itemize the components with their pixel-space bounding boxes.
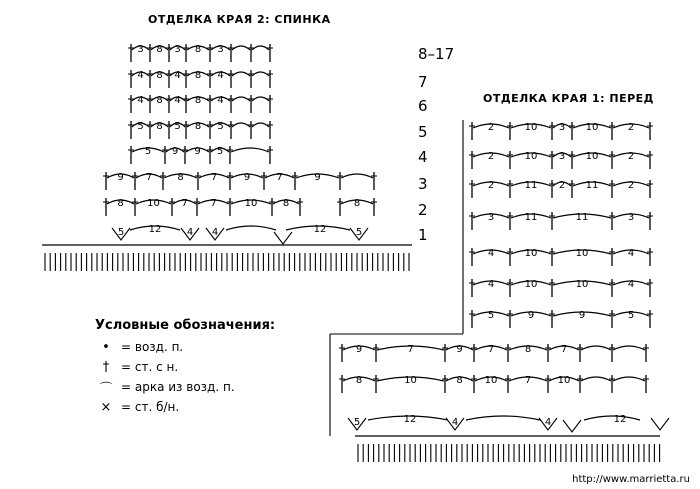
stitch-count-label: 7	[407, 344, 414, 355]
stitch-count-label: 8	[117, 198, 124, 209]
row-number: 2	[418, 201, 428, 219]
fan-mark	[274, 232, 292, 244]
stitch-count-label: 8	[156, 95, 163, 106]
stitch-count-label: 7	[145, 172, 153, 183]
stitch-count-label: 3	[174, 44, 181, 55]
legend-item-double-crochet	[95, 357, 275, 377]
stitch-count-label: 3	[217, 44, 224, 55]
stitch-count-label: 8	[156, 121, 163, 132]
stitch-count-label: 9	[117, 172, 124, 183]
stitch-count-label: 4	[487, 248, 495, 259]
stitch-count-label: 7	[210, 172, 218, 183]
stitch-count-label: 4	[174, 70, 181, 81]
stitch-count-label: 2	[627, 180, 635, 191]
stitch-count-label: 10	[524, 248, 538, 259]
stitch-count-label: 10	[585, 122, 599, 133]
chain-arch-icon: ⌒	[99, 381, 113, 397]
stitch-count-label: 10	[484, 375, 498, 386]
stitch-count-label: 11	[524, 180, 538, 191]
stitch-count-label: 2	[487, 151, 495, 162]
chain-stitch-icon: •	[102, 339, 110, 355]
chain-arch-mark	[613, 346, 645, 350]
stitch-count-label: 10	[524, 122, 538, 133]
stitch-count-label: 4	[217, 70, 224, 81]
stitch-count-label: 10	[244, 198, 258, 209]
stitch-count-label: 7	[524, 375, 532, 386]
stitch-count-label: 9	[171, 146, 179, 157]
stitch-count-label: 4	[174, 95, 181, 106]
stitch-count-label: 7	[276, 172, 283, 183]
stitch-count-label: 10	[585, 151, 599, 162]
chain-arch-mark	[613, 377, 645, 381]
stitch-count-label: 5	[216, 146, 224, 157]
legend-label: = ст. б/н.	[121, 400, 180, 414]
stitch-count-label: 5	[355, 227, 363, 238]
legend-title: Условные обозначения:	[95, 318, 276, 333]
row-number: 5	[418, 123, 428, 141]
chain-arch-mark	[232, 46, 250, 50]
stitch-count-label: 8	[355, 375, 363, 386]
stitch-count-label: 8	[524, 344, 532, 355]
stitch-count-label: 4	[137, 70, 144, 81]
stitch-count-label: 8	[353, 198, 361, 209]
chain-arch-mark	[232, 123, 250, 127]
stitch-count-label: 8	[177, 172, 184, 183]
stitch-count-label: 10	[147, 198, 160, 209]
stitch-count-label: 3	[487, 212, 495, 223]
stitch-count-label: 8	[282, 198, 290, 209]
stitch-count-label: 8	[194, 70, 202, 81]
legend-label: = возд. п.	[121, 340, 184, 354]
stitch-count-label: 12	[613, 414, 627, 425]
chain-arch-mark	[581, 377, 611, 381]
stitch-count-label: 7	[560, 344, 568, 355]
row-number: 7	[418, 73, 428, 91]
stitch-count-label: 4	[186, 227, 194, 238]
stitch-count-label: 9	[578, 310, 586, 321]
chain-arch-mark	[341, 174, 373, 178]
footer-url: http://www.marrietta.ru	[572, 474, 690, 485]
stitch-count-label: 7	[181, 198, 188, 209]
stitch-count-label: 9	[314, 172, 321, 183]
fan-mark	[651, 418, 669, 430]
stitch-count-label: 10	[575, 279, 589, 290]
stitch-count-label: 4	[627, 248, 635, 259]
stitch-count-label: 4	[211, 227, 219, 238]
stitch-count-label: 7	[210, 198, 217, 209]
stitch-count-label: 4	[137, 95, 144, 106]
stitch-count-label: 4	[217, 95, 224, 106]
row-number: 1	[418, 226, 428, 244]
stitch-count-label: 8	[194, 121, 202, 132]
stitch-count-label: 9	[355, 344, 363, 355]
row-number: 8–17	[418, 45, 455, 63]
legend-label: = арка из возд. п.	[121, 380, 235, 394]
stitch-count-label: 10	[404, 375, 417, 386]
chain-arch-mark	[466, 416, 540, 420]
stitch-count-label: 5	[137, 121, 144, 132]
stitch-count-label: 3	[627, 212, 635, 223]
stitch-count-label: 7	[487, 344, 495, 355]
chain-arch-mark	[252, 97, 269, 101]
row-number: 6	[418, 97, 428, 115]
chain-arch-mark	[231, 148, 269, 152]
stitch-count-label: 8	[456, 375, 463, 386]
chain-arch-mark	[252, 123, 269, 127]
stitch-count-label: 4	[487, 279, 495, 290]
single-crochet-icon: ×	[100, 399, 112, 415]
stitch-count-label: 2	[627, 151, 635, 162]
chain-arch-mark	[252, 46, 269, 50]
front-chart-title: ОТДЕЛКА КРАЯ 1: ПЕРЕД	[483, 92, 654, 105]
stitch-count-label: 9	[456, 344, 463, 355]
stitch-count-label: 5	[217, 121, 224, 132]
stitch-count-label: 5	[353, 417, 361, 428]
stitch-count-label: 10	[575, 248, 589, 259]
stitch-count-label: 10	[524, 151, 538, 162]
stitch-count-label: 9	[194, 146, 201, 157]
stitch-count-label: 5	[627, 310, 635, 321]
stitch-count-label: 2	[627, 122, 635, 133]
legend-item-chain-arch	[95, 377, 275, 397]
stitch-count-label: 8	[194, 44, 202, 55]
stitch-count-label: 12	[403, 414, 417, 425]
stitch-count-label: 4	[451, 417, 459, 428]
legend	[95, 318, 275, 417]
chain-arch-mark	[581, 346, 611, 350]
chain-arch-mark	[226, 226, 276, 230]
legend-item-chain	[95, 337, 275, 357]
stitch-count-label: 3	[558, 122, 566, 133]
stitch-count-label: 11	[585, 180, 599, 191]
row-number: 3	[418, 175, 428, 193]
fan-mark	[563, 420, 581, 432]
stitch-count-label: 4	[627, 279, 635, 290]
stitch-count-label: 5	[487, 310, 495, 321]
stitch-count-label: 12	[313, 224, 327, 235]
legend-label: = ст. с н.	[121, 360, 179, 374]
legend-item-single-crochet	[95, 397, 275, 417]
stitch-count-label: 10	[524, 279, 538, 290]
double-crochet-icon: †	[102, 359, 110, 375]
stitch-count-label: 10	[557, 375, 571, 386]
stitch-count-label: 9	[527, 310, 535, 321]
back-chart-title: ОТДЕЛКА КРАЯ 2: СПИНКА	[148, 13, 331, 26]
stitch-count-label: 12	[148, 224, 162, 235]
stitch-count-label: 8	[156, 44, 163, 55]
chain-arch-mark	[252, 72, 269, 76]
chain-arch-mark	[584, 416, 640, 420]
chain-arch-mark	[232, 72, 250, 76]
stitch-count-label: 11	[524, 212, 538, 223]
stitch-count-label: 3	[137, 44, 144, 55]
stitch-count-label: 3	[558, 151, 566, 162]
stitch-count-label: 2	[487, 122, 495, 133]
stitch-count-label: 2	[487, 180, 495, 191]
stitch-count-label: 9	[243, 172, 251, 183]
stitch-count-label: 8	[194, 95, 202, 106]
stitch-count-label: 5	[117, 227, 125, 238]
stitch-count-label: 5	[174, 121, 181, 132]
stitch-count-label: 8	[156, 70, 163, 81]
stitch-count-label: 4	[544, 417, 552, 428]
stitch-count-label: 5	[144, 146, 152, 157]
chain-arch-mark	[232, 97, 250, 101]
stitch-count-label: 2	[558, 180, 566, 191]
row-number: 4	[418, 148, 428, 166]
stitch-count-label: 11	[575, 212, 589, 223]
